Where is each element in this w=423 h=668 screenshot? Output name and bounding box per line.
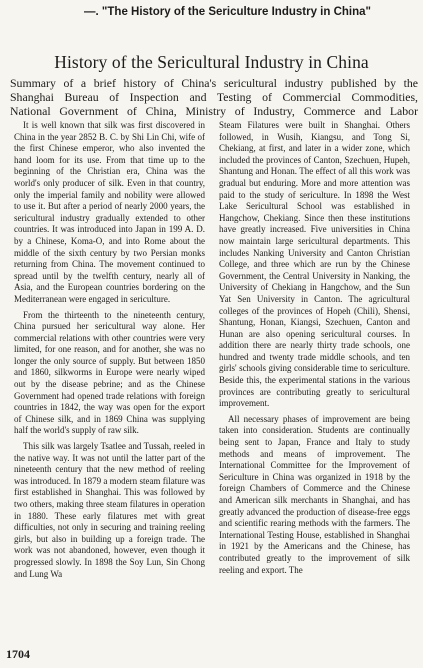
article-summary [10,76,418,118]
summary-line: National Government of China, Ministry of Industry, Commerce and Labor [10,104,418,118]
paragraph: It is well known that silk was first discovered in China in the year 2852 B. C. by Shi Lin Chi, wife of the first Chinese emperor, who also invented the hand loom for its use. From that time up to the beginning of the Christian era, China was the world's only producer of silk. Even in that country, only the imperial family and nobility were allowed to use it. But after a period of nearly 2000 years, the sericultural industry gradually extended to other countries. It was introduced into Japan in 199 A. D. by a Chinese, Koma-O, and into Rome about the middle of the sixth century by two Persian monks returning from China. The movement continued to spread until by the twelfth century, nearly all of Asia, and the European countries bordering on the Mediterranean were engaged in sericulture. [14,120,205,304]
summary-line: Shanghai Bureau of Inspection and Testing of Commercial Commodities, [10,90,418,104]
paragraph: This silk was largely Tsatlee and Tussah, reeled in the native way. It was not until the latter part of the nineteenth century that the new method of reeling was introduced. In 1879 a modern steam filature was first established in Shanghai. This was followed by two others, making three steam filatures in operation in 1880. These early filatures met with great difficulties, not only in securing and training reeling girls, but also in building up a foreign trade. The work was not abandoned, however, even though it progressed slowly. In 1898 the Soy Lun, Sin Chong and Lung Wa [14,441,205,579]
article-body [14,120,410,584]
left-column [14,120,205,584]
paragraph: All necessary phases of improvement are being taken into consideration. Students are continually being sent to Japan, France and Italy to study methods and means of improvement. The International Committee for the Improvement of Sericulture in China was organized in 1918 by the foreign Chambers of Commerce and the Chinese and American silk merchants in Shanghai, and has greatly advanced the production of disease-free eggs and scientific rearing methods with the farmers. The International Testing House, established in Shanghai in 1921 by the Americans and the Chinese, has contributed greatly to the improvement of silk reeling and export. The [219,413,410,575]
running-head: —. "The History of the Sericulture Industry in China" [84,6,371,18]
summary-line: Summary of a brief history of China's sericultural industry published by the [10,76,418,90]
right-column [219,120,410,584]
paragraph: Steam Filatures were built in Shanghai. Others followed, in Wusih, Kiangsu, and Tong Si, Chekiang, at first, and later in a wider zone, which included the provinces of Canton, Szechuen, Hupeh, Shantung and Honan. The effect of all this work was gradual but enduring. More and more attention was paid to the study of sericulture. In 1898 the West Lake Sericultural School was established in Hangchow, Chekiang. Since then these institutions have greatly increased. Five universities in China now maintain large sericultural departments. This includes Nanking University and Canton Christian College, and three which are run by the Chinese Government, the Central University in Nanking, the University of Chekiang in Hangchow, and the Sun Yat Sen University in Canton. The agricultural colleges of the provinces of Hopeh (Chili), Shensi, Shantung, Honan, Kiangsi, Szechuen, Canton and Hunan are also opening sericultural courses. In addition there are nearly thirty trade schools, one hundred and twenty trade middle schools, and ten girls' schools giving considerable time to sericulture. Beside this, the experimental stations in the various provinces are contributing greatly to sericultural improvement. [219,120,410,409]
article-title: History of the Sericultural Industry in China [54,52,369,72]
paragraph: From the thirteenth to the nineteenth century, China pursued her sericultural way alone. Her commercial relations with other countries were very limited, for one reason, and for another, she was no longer the only source of supply. But between 1850 and 1860, silkworms in Europe were nearly wiped out by the disease pebrine; and as the Chinese Government had opened trade relations with foreign countries in 1842, the way was open for the export of Chinese silk, and in 1869 China was supplying half the world's supply of raw silk. [14,309,205,436]
page-number: 1704 [6,647,30,661]
